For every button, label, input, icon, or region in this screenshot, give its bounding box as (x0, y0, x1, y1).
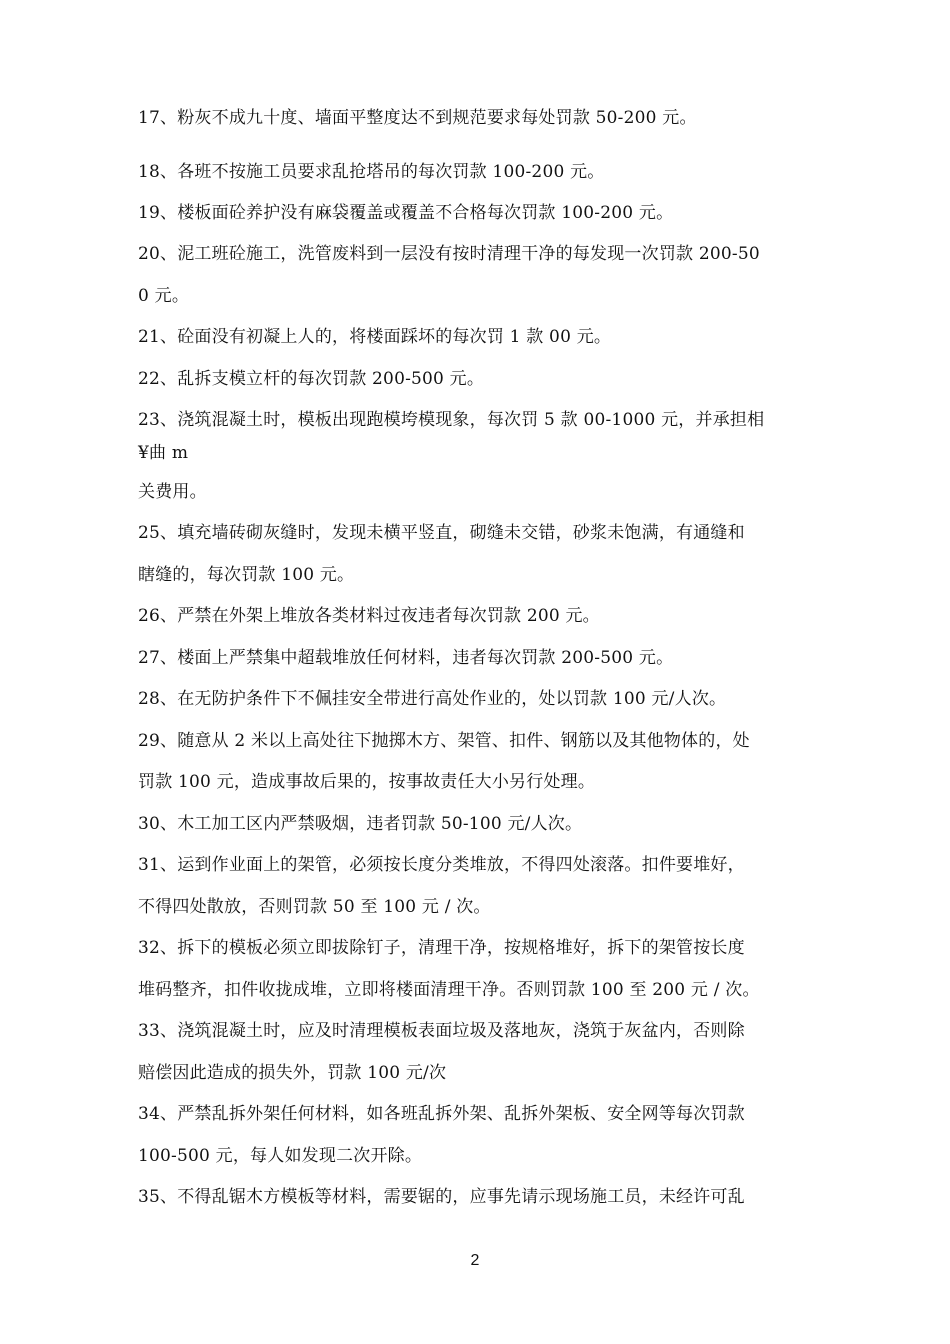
rule-33-line-1: 33、浇筑混凝土时，应及时清理模板表面垃圾及落地灰，浇筑于灰盆内，否则除 (138, 1021, 745, 1041)
rule-21-line: 21、砼面没有初凝上人的，将楼面踩坏的每次罚 1 款 00 元。 (138, 327, 612, 347)
rule-23-line-1: 23、浇筑混凝土时，模板出现跑模垮模现象，每次罚 5 款 00-1000 元，并承担相 (138, 410, 765, 430)
rule-34-line-1: 34、严禁乱拆外架任何材料，如各班乱拆外架、乱拆外架板、安全网等每次罚款 (138, 1104, 745, 1124)
rule-32-line-1: 32、拆下的模板必须立即拔除钉子，清理干净，按规格堆好，拆下的架管按长度 (138, 938, 745, 958)
rule-31-line-2: 不得四处散放，否则罚款 50 至 100 元 / 次。 (138, 897, 491, 917)
rule-29-line-2: 罚款 100 元，造成事故后果的，按事故责任大小另行处理。 (138, 772, 596, 792)
rule-18-line: 18、各班不按施工员要求乱抢塔吊的每次罚款 100-200 元。 (138, 162, 605, 182)
rule-32-line-2: 堆码整齐，扣件收拢成堆，立即将楼面清理干净。否则罚款 100 至 200 元 / 次。 (138, 980, 760, 1000)
rule-25-line-1: 25、填充墙砖砌灰缝时，发现未横平竖直，砌缝未交错，砂浆未饱满，有通缝和 (138, 523, 745, 543)
rule-23-line-2: ¥曲 m (138, 443, 189, 463)
rule-31-line-1: 31、运到作业面上的架管，必须按长度分类堆放，不得四处滚落。扣件要堆好， (138, 855, 745, 875)
rule-22-line: 22、乱拆支模立杆的每次罚款 200-500 元。 (138, 369, 485, 389)
rule-25-line-2: 瞎缝的，每次罚款 100 元。 (138, 565, 355, 585)
rule-35-line-1: 35、不得乱锯木方模板等材料，需要锯的，应事先请示现场施工员，未经许可乱 (138, 1187, 745, 1207)
rule-26-line: 26、严禁在外架上堆放各类材料过夜违者每次罚款 200 元。 (138, 606, 600, 626)
rule-34-line-2: 100-500 元，每人如发现二次开除。 (138, 1146, 423, 1166)
rule-30-line: 30、木工加工区内严禁吸烟，违者罚款 50-100 元/人次。 (138, 814, 583, 834)
rule-23-line-3: 关费用。 (138, 482, 207, 502)
rule-17-line: 17、粉灰不成九十度、墙面平整度达不到规范要求每处罚款 50-200 元。 (138, 108, 697, 128)
rule-19-line: 19、楼板面砼养护没有麻袋覆盖或覆盖不合格每次罚款 100-200 元。 (138, 203, 674, 223)
rule-28-line: 28、在无防护条件下不佩挂安全带进行高处作业的，处以罚款 100 元/人次。 (138, 689, 727, 709)
rule-33-line-2: 赔偿因此造成的损失外，罚款 100 元/次 (138, 1063, 447, 1083)
rule-20-line-1: 20、泥工班砼施工，洗管废料到一层没有按时清理干净的每发现一次罚款 200-50 (138, 244, 760, 264)
rule-20-line-2: 0 元。 (138, 286, 190, 306)
rule-27-line: 27、楼面上严禁集中超载堆放任何材料，违者每次罚款 200-500 元。 (138, 648, 674, 668)
page-number: 2 (470, 1252, 480, 1269)
rule-29-line-1: 29、随意从 2 米以上高处往下抛掷木方、架管、扣件、钢筋以及其他物体的，处 (138, 731, 750, 751)
